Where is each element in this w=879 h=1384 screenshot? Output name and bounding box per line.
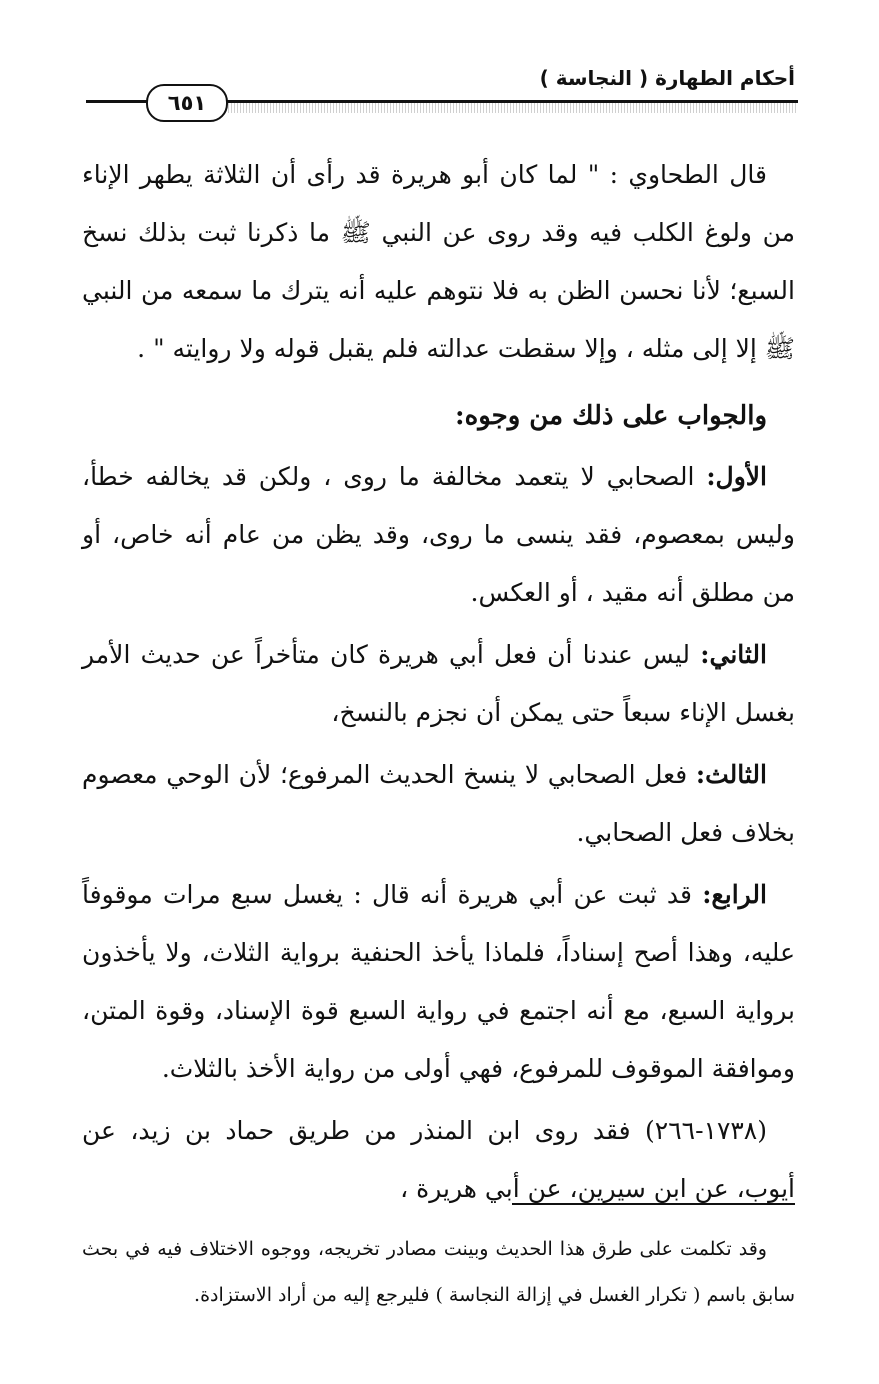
third-point-label: الثالث: — [695, 760, 767, 789]
second-point-paragraph — [82, 626, 795, 742]
fourth-point-label: الرابع: — [702, 880, 767, 909]
footnote-text: وقد تكلمت على طرق هذا الحديث وبينت مصادر تخريجه، ووجوه الاختلاف فيه في بحث سابق باسم ( تكرار الغسل في إزالة النجاسة ) فليرجع إليه من أراد الاستزادة. — [82, 1238, 795, 1306]
first-point-paragraph — [82, 448, 795, 622]
body-text — [82, 146, 795, 1218]
footnotes — [82, 1226, 795, 1318]
footnote-separator — [512, 1203, 795, 1205]
second-point-label: الثاني: — [700, 640, 767, 669]
second-point-text: ليس عندنا أن فعل أبي هريرة كان متأخراً عن حديث الأمر بغسل الإناء سبعاً حتى يمكن أن نجزم بالنسخ، — [82, 640, 795, 727]
fourth-point-text: قد ثبت عن أبي هريرة أنه قال : يغسل سبع مرات موقوفاً عليه، وهذا أصح إسناداً، فلماذا يأخذ الحنفية برواية الثلاث، ولا يأخذون برواية السبع، مع أنه اجتمع في رواية السبع قوة الإسناد، وقوة المتن، وموافقة الموقوف للمرفوع، فهي أولى من رواية الأخذ بالثلاث. — [82, 880, 795, 1083]
third-point-paragraph — [82, 746, 795, 862]
tahawi-quote-paragraph: قال الطحاوي : " لما كان أبو هريرة قد رأى أن الثلاثة يطهر الإناء من ولوغ الكلب فيه وقد روى عن النبي ﷺ ما ذكرنا ثبت بذلك نسخ السبع؛ لأنا نحسن الظن به فلا نتوهم عليه أنه يترك ما سمعه من النبي ﷺ إلا إلى مثله ، وإلا سقطت عدالته فلم يقبل قوله ولا روايته " . — [82, 160, 795, 363]
header-rule-shading — [222, 103, 798, 113]
third-point-text: فعل الصحابي لا ينسخ الحديث المرفوع؛ لأن الوحي معصوم بخلاف فعل الصحابي. — [82, 760, 795, 847]
page-number: ٦٥١ — [146, 84, 228, 122]
first-point-label: الأول: — [706, 462, 767, 491]
hadith-reference-paragraph: (١٧٣٨-٢٦٦) فقد روى ابن المنذر من طريق حماد بن زيد، عن أيوب، عن ابن سيرين، عن أبي هريرة ، — [82, 1116, 795, 1203]
running-title: أحكام الطهارة ( النجاسة ) — [539, 66, 795, 90]
first-point-text: الصحابي لا يتعمد مخالفة ما روى ، ولكن قد يخالفه خطأ، وليس بمعصوم، فقد ينسى ما روى، وقد يظن من عام أنه خاص، أو من مطلق أنه مقيد ، أو العكس. — [82, 462, 795, 607]
fourth-point-paragraph — [82, 866, 795, 1098]
section-heading: والجواب على ذلك من وجوه: — [454, 401, 767, 431]
